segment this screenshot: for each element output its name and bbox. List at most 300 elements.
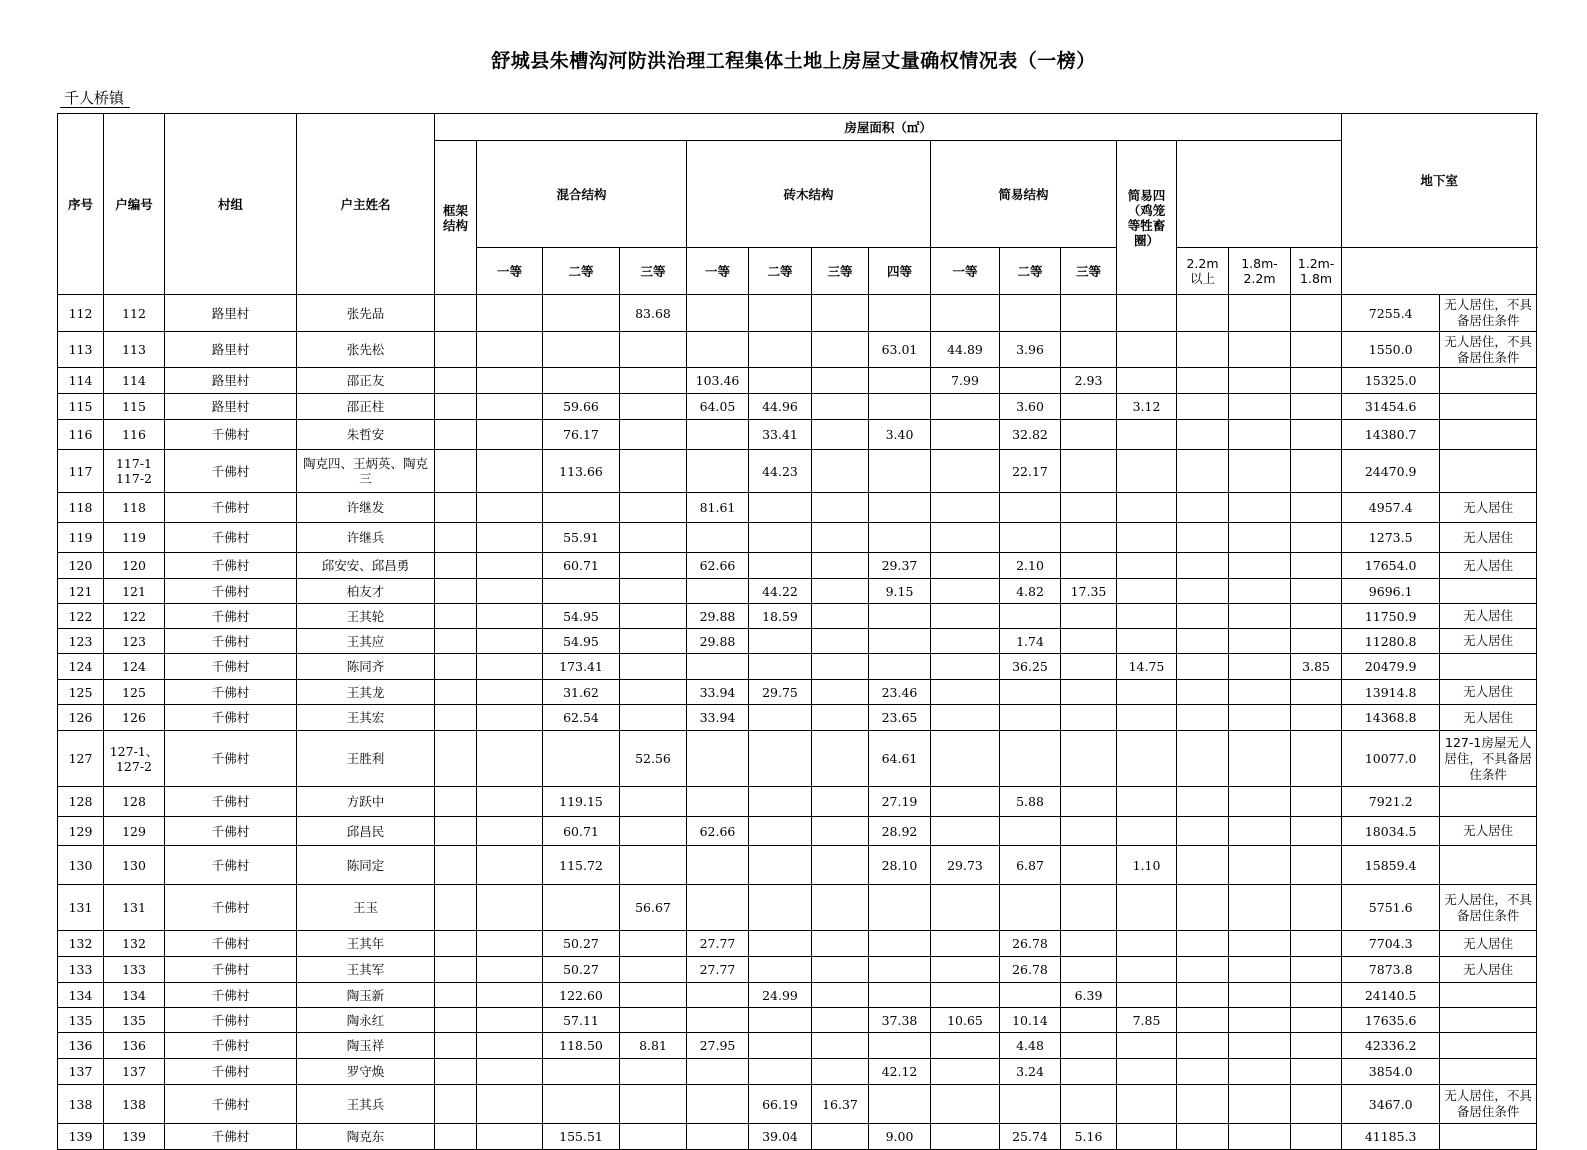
cell-area	[1291, 523, 1342, 553]
cell-area	[931, 579, 1000, 604]
cell-area	[435, 680, 477, 705]
cell-area: 37.38	[869, 1008, 931, 1033]
cell-village: 千佛村	[165, 731, 297, 787]
cell-area	[620, 368, 687, 394]
cell-area	[435, 493, 477, 523]
cell-area	[749, 493, 812, 523]
property-register-table	[57, 113, 1537, 1150]
cell-area: 62.66	[687, 553, 749, 579]
cell-note: 无人居住，不具备居住条件	[1440, 295, 1537, 332]
cell-area	[812, 1059, 869, 1085]
cell-area	[1117, 957, 1177, 983]
table-header	[58, 114, 1537, 295]
cell-area	[620, 705, 687, 731]
cell-area	[1177, 680, 1229, 705]
cell-area: 62.66	[687, 817, 749, 846]
header-brick: 砖木结构	[687, 141, 931, 248]
cell-area	[869, 295, 931, 332]
table-body	[58, 295, 1537, 1150]
cell-owner: 陶永红	[297, 1008, 435, 1033]
cell-area	[1229, 523, 1291, 553]
cell-amount: 5751.6	[1342, 885, 1440, 931]
cell-household-no: 132	[104, 931, 165, 957]
table-row	[58, 846, 1537, 885]
cell-area	[435, 332, 477, 368]
cell-area	[1229, 705, 1291, 731]
cell-village: 千佛村	[165, 885, 297, 931]
cell-area	[931, 680, 1000, 705]
cell-area	[1061, 523, 1117, 553]
cell-area	[812, 420, 869, 450]
cell-note	[1440, 846, 1537, 885]
cell-area: 60.71	[543, 553, 620, 579]
cell-area: 83.68	[620, 295, 687, 332]
cell-area	[1177, 931, 1229, 957]
cell-area: 10.65	[931, 1008, 1000, 1033]
cell-area	[543, 493, 620, 523]
cell-area	[931, 731, 1000, 787]
header-basement-1-8: 1.8m-2.2m	[1229, 248, 1291, 295]
cell-seq: 120	[58, 553, 104, 579]
cell-area	[477, 332, 543, 368]
cell-amount: 13914.8	[1342, 680, 1440, 705]
cell-owner: 王其年	[297, 931, 435, 957]
cell-area: 1.74	[1000, 629, 1061, 654]
cell-area	[435, 957, 477, 983]
cell-area: 31.62	[543, 680, 620, 705]
cell-village: 千佛村	[165, 1033, 297, 1059]
cell-area	[749, 332, 812, 368]
cell-area: 3.60	[1000, 394, 1061, 420]
cell-area: 122.60	[543, 983, 620, 1008]
cell-area: 27.77	[687, 931, 749, 957]
cell-area	[1061, 493, 1117, 523]
cell-seq: 137	[58, 1059, 104, 1085]
header-basement-2-2: 2.2m以上	[1177, 248, 1229, 295]
cell-area	[1061, 1059, 1117, 1085]
cell-area	[812, 983, 869, 1008]
cell-area	[869, 983, 931, 1008]
cell-area	[1000, 817, 1061, 846]
cell-area	[477, 731, 543, 787]
cell-area: 3.12	[1117, 394, 1177, 420]
cell-seq: 124	[58, 654, 104, 680]
cell-amount: 10077.0	[1342, 731, 1440, 787]
cell-area	[543, 579, 620, 604]
cell-seq: 134	[58, 983, 104, 1008]
cell-area	[620, 787, 687, 817]
cell-amount: 20479.9	[1342, 654, 1440, 680]
table-row	[58, 493, 1537, 523]
cell-area	[1061, 654, 1117, 680]
table-row	[58, 295, 1537, 332]
table-row	[58, 705, 1537, 731]
cell-area	[1061, 295, 1117, 332]
cell-area	[1291, 885, 1342, 931]
cell-amount: 9696.1	[1342, 579, 1440, 604]
town-label: 千人桥镇	[60, 89, 130, 108]
cell-area	[1229, 731, 1291, 787]
cell-household-no: 129	[104, 817, 165, 846]
cell-household-no: 117-1 117-2	[104, 450, 165, 493]
cell-area	[1177, 629, 1229, 654]
cell-household-no: 120	[104, 553, 165, 579]
cell-area	[1117, 523, 1177, 553]
cell-area: 26.78	[1000, 957, 1061, 983]
cell-amount: 7873.8	[1342, 957, 1440, 983]
cell-area	[477, 368, 543, 394]
cell-area	[1177, 817, 1229, 846]
cell-household-no: 121	[104, 579, 165, 604]
cell-area	[1229, 787, 1291, 817]
cell-note: 无人居住	[1440, 705, 1537, 731]
cell-area: 54.95	[543, 604, 620, 629]
cell-area	[435, 368, 477, 394]
cell-area	[435, 1059, 477, 1085]
cell-area	[435, 983, 477, 1008]
cell-area: 27.19	[869, 787, 931, 817]
cell-area	[1177, 1008, 1229, 1033]
cell-area: 29.88	[687, 604, 749, 629]
cell-amount: 14368.8	[1342, 705, 1440, 731]
cell-area: 39.04	[749, 1124, 812, 1150]
table-row	[58, 983, 1537, 1008]
cell-area	[1117, 787, 1177, 817]
cell-household-no: 118	[104, 493, 165, 523]
cell-household-no: 123	[104, 629, 165, 654]
cell-area	[435, 705, 477, 731]
cell-area	[1000, 731, 1061, 787]
cell-area	[749, 295, 812, 332]
cell-area	[435, 295, 477, 332]
cell-note	[1440, 654, 1537, 680]
cell-village: 千佛村	[165, 553, 297, 579]
cell-area: 2.10	[1000, 553, 1061, 579]
cell-area	[1061, 629, 1117, 654]
cell-area	[931, 885, 1000, 931]
cell-area	[869, 654, 931, 680]
cell-area	[1229, 368, 1291, 394]
cell-area	[812, 553, 869, 579]
cell-area	[1117, 493, 1177, 523]
cell-household-no: 128	[104, 787, 165, 817]
cell-area	[1000, 983, 1061, 1008]
cell-amount: 11280.8	[1342, 629, 1440, 654]
cell-area	[1000, 885, 1061, 931]
cell-area	[812, 1033, 869, 1059]
header-simple: 简易结构	[931, 141, 1117, 248]
cell-area	[931, 983, 1000, 1008]
cell-village: 千佛村	[165, 493, 297, 523]
cell-area	[1061, 394, 1117, 420]
cell-area	[687, 1008, 749, 1033]
cell-area: 50.27	[543, 931, 620, 957]
cell-area	[1061, 1085, 1117, 1124]
cell-seq: 112	[58, 295, 104, 332]
cell-area	[1117, 680, 1177, 705]
cell-seq: 125	[58, 680, 104, 705]
cell-note: 无人居住	[1440, 817, 1537, 846]
cell-seq: 113	[58, 332, 104, 368]
cell-area	[1117, 295, 1177, 332]
cell-area	[687, 450, 749, 493]
cell-area	[1291, 1085, 1342, 1124]
cell-area: 3.96	[1000, 332, 1061, 368]
cell-area	[435, 450, 477, 493]
cell-area: 32.82	[1000, 420, 1061, 450]
cell-area	[1177, 295, 1229, 332]
cell-amount: 3467.0	[1342, 1085, 1440, 1124]
header-seq: 序号	[58, 114, 104, 295]
cell-area	[687, 787, 749, 817]
cell-area: 9.15	[869, 579, 931, 604]
table-row	[58, 1033, 1537, 1059]
cell-area: 18.59	[749, 604, 812, 629]
cell-area	[812, 787, 869, 817]
cell-area	[477, 295, 543, 332]
cell-area	[1117, 579, 1177, 604]
cell-area	[1061, 731, 1117, 787]
cell-area	[1061, 332, 1117, 368]
cell-area	[931, 1124, 1000, 1150]
cell-area	[1229, 1008, 1291, 1033]
cell-area	[687, 523, 749, 553]
cell-area	[1229, 604, 1291, 629]
cell-area	[1061, 817, 1117, 846]
cell-area	[1291, 394, 1342, 420]
cell-area	[931, 604, 1000, 629]
cell-area	[435, 846, 477, 885]
cell-area	[749, 787, 812, 817]
cell-area	[1291, 553, 1342, 579]
cell-area	[812, 493, 869, 523]
cell-area	[543, 1085, 620, 1124]
cell-area	[1117, 931, 1177, 957]
cell-area: 33.94	[687, 705, 749, 731]
cell-area: 16.37	[812, 1085, 869, 1124]
cell-area: 64.05	[687, 394, 749, 420]
cell-area	[1117, 817, 1177, 846]
cell-area	[1291, 731, 1342, 787]
cell-area	[435, 579, 477, 604]
cell-area	[1061, 957, 1117, 983]
cell-amount: 41185.3	[1342, 1124, 1440, 1150]
cell-area	[749, 629, 812, 654]
cell-seq: 127	[58, 731, 104, 787]
cell-area	[620, 553, 687, 579]
cell-area	[812, 885, 869, 931]
cell-area	[749, 368, 812, 394]
cell-household-no: 114	[104, 368, 165, 394]
cell-area	[749, 523, 812, 553]
cell-area: 33.94	[687, 680, 749, 705]
cell-area: 28.92	[869, 817, 931, 846]
cell-note: 无人居住	[1440, 680, 1537, 705]
cell-area	[812, 629, 869, 654]
cell-amount: 11750.9	[1342, 604, 1440, 629]
cell-area	[435, 731, 477, 787]
cell-area	[1229, 493, 1291, 523]
cell-amount: 31454.6	[1342, 394, 1440, 420]
cell-area	[931, 493, 1000, 523]
table-row	[58, 579, 1537, 604]
cell-area: 23.46	[869, 680, 931, 705]
cell-owner: 邱昌民	[297, 817, 435, 846]
cell-note	[1440, 787, 1537, 817]
table-row	[58, 604, 1537, 629]
cell-area	[1177, 1059, 1229, 1085]
cell-village: 千佛村	[165, 1059, 297, 1085]
cell-area	[620, 493, 687, 523]
cell-area: 119.15	[543, 787, 620, 817]
cell-area	[1229, 1124, 1291, 1150]
cell-area	[1117, 368, 1177, 394]
cell-area	[1291, 1033, 1342, 1059]
header-house-area: 房屋面积（㎡）	[435, 114, 1342, 141]
cell-seq: 123	[58, 629, 104, 654]
cell-area	[1229, 450, 1291, 493]
cell-household-no: 126	[104, 705, 165, 731]
cell-area	[1291, 420, 1342, 450]
cell-area	[687, 1085, 749, 1124]
cell-amount: 24140.5	[1342, 983, 1440, 1008]
cell-area	[1061, 553, 1117, 579]
cell-owner: 陶克东	[297, 1124, 435, 1150]
cell-area: 44.23	[749, 450, 812, 493]
cell-area	[1177, 332, 1229, 368]
cell-area	[620, 604, 687, 629]
cell-area	[435, 931, 477, 957]
cell-area	[1229, 295, 1291, 332]
cell-area: 8.81	[620, 1033, 687, 1059]
cell-note	[1440, 1124, 1537, 1150]
cell-area	[812, 523, 869, 553]
cell-note	[1440, 579, 1537, 604]
cell-area	[477, 957, 543, 983]
cell-area: 6.39	[1061, 983, 1117, 1008]
cell-amount: 7921.2	[1342, 787, 1440, 817]
header-grade-3: 三等	[1061, 248, 1117, 295]
cell-area	[687, 420, 749, 450]
cell-household-no: 139	[104, 1124, 165, 1150]
cell-seq: 117	[58, 450, 104, 493]
cell-area	[1117, 604, 1177, 629]
cell-household-no: 133	[104, 957, 165, 983]
cell-household-no: 113	[104, 332, 165, 368]
cell-area	[687, 846, 749, 885]
cell-area: 26.78	[1000, 931, 1061, 957]
cell-area	[931, 295, 1000, 332]
header-grade-1: 一等	[931, 248, 1000, 295]
cell-seq: 115	[58, 394, 104, 420]
cell-owner: 王胜利	[297, 731, 435, 787]
cell-area	[1061, 1008, 1117, 1033]
cell-area	[620, 1008, 687, 1033]
cell-village: 千佛村	[165, 579, 297, 604]
cell-owner: 罗守焕	[297, 1059, 435, 1085]
header-grade-3: 三等	[620, 248, 687, 295]
cell-note: 无人居住	[1440, 931, 1537, 957]
cell-area	[1291, 579, 1342, 604]
header-basement: 地下室	[1342, 114, 1537, 248]
cell-area	[931, 450, 1000, 493]
cell-area	[1291, 295, 1342, 332]
cell-area: 52.56	[620, 731, 687, 787]
header-grade-2: 二等	[1000, 248, 1061, 295]
cell-area: 50.27	[543, 957, 620, 983]
cell-seq: 119	[58, 523, 104, 553]
cell-area	[1229, 1033, 1291, 1059]
cell-area: 66.19	[749, 1085, 812, 1124]
cell-area	[620, 1059, 687, 1085]
table-row	[58, 957, 1537, 983]
table-row	[58, 885, 1537, 931]
cell-area	[749, 885, 812, 931]
cell-area: 5.16	[1061, 1124, 1117, 1150]
cell-area: 55.91	[543, 523, 620, 553]
cell-area	[1229, 1085, 1291, 1124]
header-grade-1: 一等	[687, 248, 749, 295]
cell-area	[1291, 957, 1342, 983]
cell-area	[812, 604, 869, 629]
cell-area	[1177, 450, 1229, 493]
cell-area: 4.82	[1000, 579, 1061, 604]
cell-seq: 130	[58, 846, 104, 885]
cell-area: 6.87	[1000, 846, 1061, 885]
cell-area	[1061, 604, 1117, 629]
cell-area	[931, 654, 1000, 680]
cell-area	[1000, 493, 1061, 523]
cell-area	[869, 1085, 931, 1124]
cell-area	[1291, 680, 1342, 705]
cell-area	[812, 368, 869, 394]
cell-area	[620, 846, 687, 885]
cell-area	[477, 1124, 543, 1150]
table-row	[58, 553, 1537, 579]
cell-owner: 邵正友	[297, 368, 435, 394]
cell-area	[1061, 787, 1117, 817]
cell-area	[477, 420, 543, 450]
header-household-no: 户编号	[104, 114, 165, 295]
cell-area	[1291, 493, 1342, 523]
cell-area	[869, 885, 931, 931]
cell-area	[1117, 629, 1177, 654]
cell-area	[812, 1124, 869, 1150]
cell-area	[435, 553, 477, 579]
cell-owner: 陶玉新	[297, 983, 435, 1008]
cell-area	[749, 731, 812, 787]
cell-owner: 邱安安、邱昌勇	[297, 553, 435, 579]
cell-amount: 18034.5	[1342, 817, 1440, 846]
cell-area	[620, 523, 687, 553]
cell-area	[477, 654, 543, 680]
cell-village: 路里村	[165, 332, 297, 368]
cell-household-no: 122	[104, 604, 165, 629]
cell-area	[687, 1124, 749, 1150]
cell-area	[477, 1033, 543, 1059]
cell-area	[1000, 680, 1061, 705]
cell-area	[931, 1059, 1000, 1085]
cell-area	[1229, 553, 1291, 579]
cell-area: 103.46	[687, 368, 749, 394]
cell-area	[435, 1033, 477, 1059]
cell-seq: 131	[58, 885, 104, 931]
cell-area	[620, 817, 687, 846]
header-grade-2: 二等	[749, 248, 812, 295]
cell-area	[931, 629, 1000, 654]
cell-area	[477, 885, 543, 931]
table-row	[58, 731, 1537, 787]
